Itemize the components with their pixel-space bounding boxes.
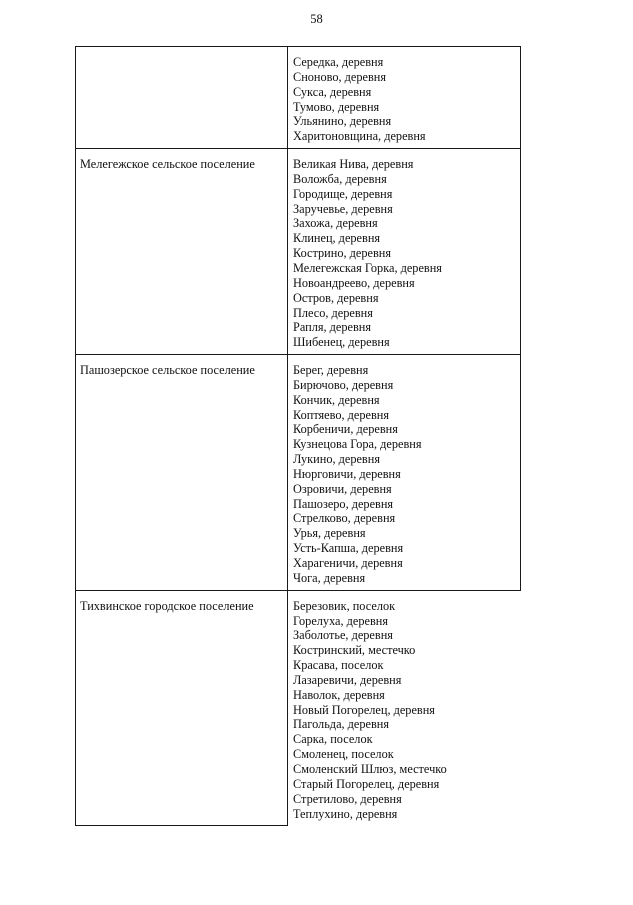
list-item: Пагольда, деревня (293, 717, 390, 732)
settlements-table (75, 46, 521, 826)
list-item: Заручевье, деревня (293, 201, 393, 216)
list-item: Плесо, деревня (293, 305, 373, 320)
list-item: Смоленец, поселок (293, 747, 394, 762)
list-item: Остров, деревня (293, 290, 379, 305)
list-item: Корбеничи, деревня (293, 422, 398, 437)
list-item: Сарка, поселок (293, 732, 373, 747)
list-item: Сукса, деревня (293, 84, 372, 99)
list-item: Костринский, местечко (293, 643, 416, 658)
table-row (76, 355, 521, 591)
list-item: Наволок, деревня (293, 687, 385, 702)
list-item: Харагеничи, деревня (293, 556, 403, 570)
list-item: Середка, деревня (293, 55, 384, 69)
list-item: Пашозеро, деревня (293, 496, 394, 511)
list-item: Красава, поселок (293, 658, 384, 673)
list-item: Кончик, деревня (293, 392, 380, 407)
table-row (76, 590, 521, 825)
table-row (76, 149, 521, 355)
list-item: Стрелково, деревня (293, 511, 396, 526)
table-row (76, 47, 521, 149)
list-item: Теплухино, деревня (293, 806, 398, 821)
list-item: Харитоновщина, деревня (293, 129, 426, 144)
list-item: Лазаревичи, деревня (293, 672, 402, 687)
settlement-name: Мелегежское сельское поселение (76, 149, 288, 355)
list-item: Клинец, деревня (293, 231, 381, 246)
list-item: Смоленский Шлюз, местечко (293, 761, 447, 776)
list-item: Усть-Капша, деревня (293, 541, 404, 556)
list-item: Кострино, деревня (293, 246, 391, 261)
settlement-name: Пашозерское сельское поселение (76, 355, 288, 591)
list-item: Коптяево, деревня (293, 407, 390, 422)
villages-list (288, 590, 521, 825)
villages-list (288, 149, 521, 355)
page-number: 58 (310, 12, 323, 26)
list-item: Озровичи, деревня (293, 481, 392, 496)
list-item: Мелегежская Горка, деревня (293, 260, 442, 275)
list-item: Городище, деревня (293, 186, 393, 201)
list-item: Кузнецова Гора, деревня (293, 437, 422, 452)
list-item: Горелуха, деревня (293, 613, 389, 628)
list-item: Великая Нива, деревня (293, 157, 414, 172)
list-item: Воложба, деревня (293, 171, 387, 186)
settlement-name (76, 47, 288, 149)
list-item: Новоандреево, деревня (293, 275, 415, 290)
list-item: Шибенец, деревня (293, 335, 390, 350)
list-item: Бирючово, деревня (293, 377, 394, 392)
list-item: Сноново, деревня (293, 69, 387, 84)
villages-list (288, 355, 521, 591)
list-item: Заболотье, деревня (293, 628, 393, 643)
list-item: Берег, деревня (293, 363, 369, 378)
list-item: Березовик, поселок (293, 598, 396, 613)
list-item: Нюрговичи, деревня (293, 466, 401, 481)
settlement-name: Тихвинское городское поселение (76, 590, 288, 825)
list-item: Старый Погорелец, деревня (293, 776, 440, 791)
list-item: Ульянино, деревня (293, 114, 392, 129)
list-item: Новый Погорелец, деревня (293, 702, 435, 717)
villages-list (288, 47, 521, 149)
list-item: Рапля, деревня (293, 320, 372, 335)
list-item: Чога, деревня (293, 570, 366, 585)
list-item: Урья, деревня (293, 526, 366, 541)
list-item: Захожа, деревня (293, 216, 378, 231)
list-item: Тумово, деревня (293, 99, 380, 114)
list-item: Стретилово, деревня (293, 791, 402, 806)
list-item: Лукино, деревня (293, 452, 380, 467)
